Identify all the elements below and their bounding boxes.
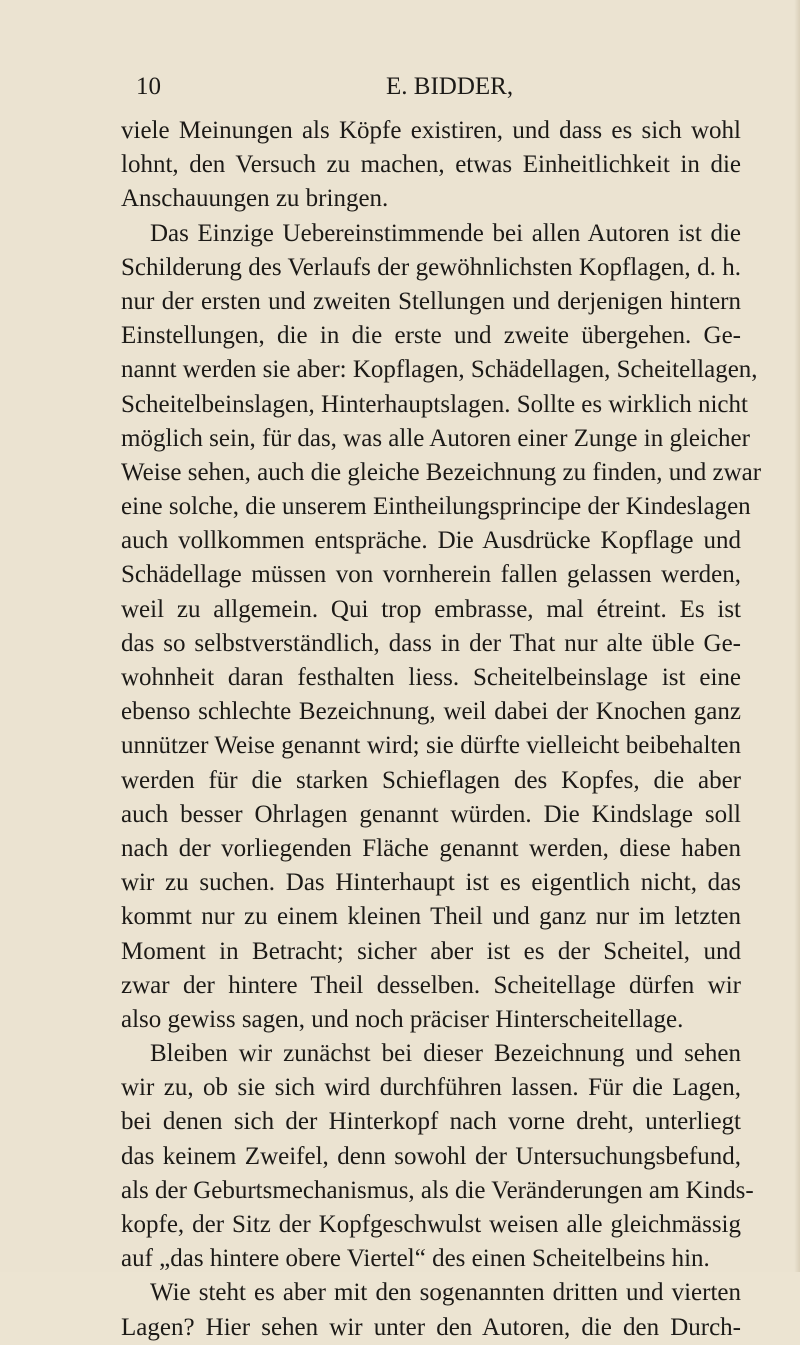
text-line: werden für die starken Schieflagen des Kopfes, die aber <box>121 766 741 794</box>
text-line: das keinem Zweifel, denn sowohl der Untersuchungsbefund, <box>121 1142 741 1170</box>
text-line: nur der ersten und zweiten Stellungen und derjenigen hintern <box>121 287 741 315</box>
page-header <box>136 70 736 104</box>
text-line: lohnt, den Versuch zu machen, etwas Einheitlichkeit in die <box>121 151 741 179</box>
text-line: Einstellungen, die in die erste und zweite übergehen. Ge- <box>121 322 741 350</box>
page-edge-shadow <box>794 0 800 1272</box>
text-line: wohnheit daran festhalten liess. Scheitelbeinslage ist eine <box>121 664 741 691</box>
text-line: wir zu suchen. Das Hinterhaupt ist es eigentlich nicht, das <box>121 869 741 897</box>
text-line: Das Einzige Uebereinstimmende bei allen Autoren ist die <box>150 219 741 247</box>
text-line: auch besser Ohrlagen genannt würden. Die Kindslage soll <box>121 800 741 828</box>
running-head: E. BIDDER, <box>386 73 514 100</box>
text-line: als der Geburtsmechanismus, als die Veränderungen am Kinds- <box>121 1176 754 1204</box>
text-line: Anschauungen zu bringen. <box>121 185 389 213</box>
text-line: zwar der hintere Theil desselben. Scheitellage dürfen wir <box>121 971 741 999</box>
text-line: das so selbstverständlich, dass in der That nur alte üble Ge- <box>121 629 741 657</box>
text-line: Lagen? Hier sehen wir unter den Autoren, die den Durch- <box>121 1313 741 1341</box>
text-line: unnützer Weise genannt wird; sie dürfte vielleicht beibehalten <box>121 732 741 760</box>
text-line: auf „das hintere obere Viertel“ des einen Scheitelbeins hin. <box>121 1245 710 1273</box>
text-line: viele Meinungen als Köpfe existiren, und dass es sich wohl <box>121 117 741 144</box>
text-line: Weise sehen, auch die gleiche Bezeichnung zu finden, und zwar <box>121 458 762 486</box>
text-line: möglich sein, für das, was alle Autoren einer Zunge in gleicher <box>121 424 750 452</box>
text-line: also gewiss sagen, und noch präciser Hinterscheitellage. <box>121 1005 684 1033</box>
text-line: auch vollkommen entspräche. Die Ausdrücke Kopflage und <box>121 527 741 555</box>
text-line: bei denen sich der Hinterkopf nach vorne dreht, unterliegt <box>121 1108 741 1136</box>
text-line: Schädellage müssen von vornherein fallen gelassen werden, <box>121 561 741 589</box>
text-line: ebenso schlechte Bezeichnung, weil dabei der Knochen ganz <box>121 698 741 726</box>
text-line: Schilderung des Verlaufs der gewöhnlichsten Kopflagen, d. h. <box>121 253 741 281</box>
text-line: kopfe, der Sitz der Kopfgeschwulst weisen alle gleichmässig <box>121 1211 741 1238</box>
text-line: Bleiben wir zunächst bei dieser Bezeichnung und sehen <box>150 1040 741 1068</box>
text-line: kommt nur zu einem kleinen Theil und ganz nur im letzten <box>121 903 741 931</box>
text-line: Scheitelbeinslagen, Hinterhauptslagen. Sollte es wirklich nicht <box>121 390 748 418</box>
text-line: weil zu allgemein. Qui trop embrasse, mal étreint. Es ist <box>121 595 741 623</box>
text-line: wir zu, ob sie sich wird durchführen lassen. Für die Lagen, <box>121 1074 741 1102</box>
page-number: 10 <box>136 73 161 100</box>
text-line: Wie steht es aber mit den sogenannten dritten und vierten <box>150 1279 741 1307</box>
body-text <box>121 114 762 1345</box>
text-line: Moment in Betracht; sicher aber ist es der Scheitel, und <box>121 937 741 965</box>
text-line: nach der vorliegenden Fläche genannt werden, diese haben <box>121 834 741 862</box>
text-line: nannt werden sie aber: Kopflagen, Schädellagen, Scheitellagen, <box>121 356 758 384</box>
text-line: eine solche, die unserem Eintheilungsprincipe der Kindeslagen <box>121 493 751 521</box>
